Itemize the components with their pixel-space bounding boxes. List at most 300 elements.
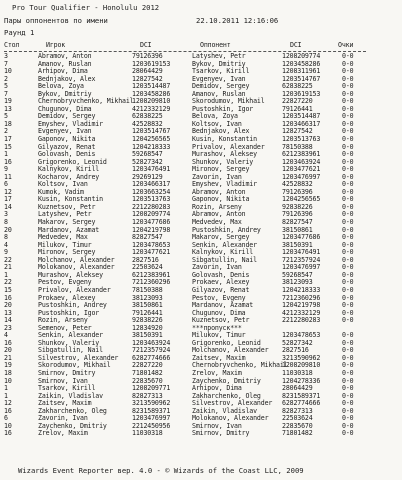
table-number: 12 [4, 399, 12, 408]
opponent-name: Demidov, Sergey [192, 82, 250, 91]
table-number: 8 [4, 233, 8, 242]
player-dci: 1203619153 [132, 59, 171, 68]
opponent-dci: 1203476491 [282, 248, 321, 257]
player-name: Pestov, Evgeny [38, 278, 92, 287]
player-dci: 1203514767 [132, 127, 171, 136]
points: 0-0 [342, 127, 354, 136]
opponent-dci: 1208209810 [282, 361, 321, 370]
opponent-name: Zaikin, Vladislav [192, 406, 257, 415]
player-name: Prokaev, Alexey [38, 293, 96, 302]
opponent-name: Evgenyev, Ivan [192, 74, 246, 83]
opponent-name: Pustoshkin, Andrey [192, 225, 261, 234]
player-name: Koltsov, Ivan [38, 180, 88, 189]
player-name: Silvestrov, Alexander [38, 353, 119, 362]
table-number: 10 [4, 67, 12, 76]
player-dci: 42528832 [132, 119, 163, 128]
opponent-dci: 22503624 [282, 414, 313, 423]
player-name: Golovash, Denis [38, 150, 96, 159]
opponent-dci: 3213590962 [282, 353, 321, 362]
points: 0-0 [342, 97, 354, 106]
opponent-dci: 42528832 [282, 180, 313, 189]
opponent-name: Zavorin, Ivan [192, 172, 242, 181]
opponent-dci: 1203466317 [282, 119, 321, 128]
player-dci: 7212360296 [132, 278, 171, 287]
player-name: Kalnykov, Kirill [38, 165, 100, 174]
player-dci: 2827516 [132, 255, 159, 264]
header-points: Очки [338, 41, 354, 49]
player-dci: 62838225 [132, 112, 163, 121]
player-dci: 1203466317 [132, 180, 171, 189]
opponent-name: Emyshev, Vladimir [192, 180, 257, 189]
opponent-name: Medvedev, Max [192, 218, 242, 227]
points: 0-0 [342, 248, 354, 257]
player-name: Tsarkov, Kirill [38, 384, 96, 393]
player-dci: 1203463924 [132, 338, 171, 347]
table-number: 16 [4, 293, 12, 302]
table-number: 10 [4, 376, 12, 385]
player-dci: 38150391 [132, 331, 163, 340]
opponent-dci: 38150861 [282, 225, 313, 234]
player-name: Arhipov, Dima [38, 67, 88, 76]
player-dci: 22835670 [132, 376, 163, 385]
opponent-name: Abramov, Anton [192, 210, 246, 219]
player-name: Zaikin, Vladislav [38, 391, 103, 400]
header-opponent: Оппонент [200, 41, 231, 49]
points: 0-0 [342, 172, 354, 181]
points: 0-0 [342, 346, 354, 355]
opponent-name: Mardanov, Azamat [192, 301, 254, 310]
opponent-name: Skorodumov, Mikhail [192, 97, 265, 106]
opponent-name: Shunkov, Valeriy [192, 157, 254, 166]
points: 0-0 [342, 104, 354, 113]
player-dci: 1203458286 [132, 89, 171, 98]
player-name: Belova, Zoya [38, 82, 84, 91]
opponent-name: Gilyazov, Renat [192, 285, 250, 294]
opponent-dci: 82827547 [282, 218, 313, 227]
player-name: Kusin, Konstantin [38, 195, 103, 204]
table-number: 20 [4, 225, 12, 234]
points: 0-0 [342, 308, 354, 317]
player-dci: 1208209810 [132, 97, 171, 106]
points: 0-0 [342, 142, 354, 151]
points: 0-0 [342, 270, 354, 279]
player-name: Gaponov, Nikita [38, 135, 96, 144]
table-number: 16 [4, 338, 12, 347]
table-number: 17 [4, 195, 12, 204]
player-name: Rozin, Arseny [38, 316, 88, 325]
player-dci: 92838226 [132, 316, 163, 325]
opponent-dci: 52827342 [282, 338, 313, 347]
table-number: 7 [4, 89, 8, 98]
opponent-name: Abramov, Anton [192, 187, 246, 196]
player-name: Gilyazov, Renat [38, 142, 96, 151]
player-name: Medvedev, Max [38, 233, 88, 242]
player-dci: 6212383961 [132, 270, 171, 279]
table-number: 4 [4, 240, 8, 249]
table-number: 15 [4, 285, 12, 294]
opponent-name: Molchanov, Alexander [192, 346, 269, 355]
points: 0-0 [342, 361, 354, 370]
points: 0-0 [342, 195, 354, 204]
opponent-dci: 1203458286 [282, 59, 321, 68]
player-dci: 1204218333 [132, 142, 171, 151]
player-name: Kumok, Vadim [38, 187, 84, 196]
opponent-name: Pustoshkin, Igor [192, 104, 254, 113]
opponent-name: Kusin, Konstantin [192, 135, 257, 144]
player-dci: 11030318 [132, 429, 163, 438]
opponent-dci: 78150388 [282, 142, 313, 151]
opponent-dci: 1203476997 [282, 172, 321, 181]
table-number: 15 [4, 142, 12, 151]
opponent-dci: 1203463924 [282, 157, 321, 166]
opponent-name: Latyshev, Petr [192, 52, 246, 60]
player-name: Amanov, Ruslan [38, 59, 92, 68]
table-number: 16 [4, 157, 12, 166]
player-name: Semenov, Peter [38, 323, 92, 332]
player-dci: 1203476491 [132, 165, 171, 174]
points: 0-0 [342, 59, 354, 68]
opponent-name: Belova, Zoya [192, 112, 238, 121]
points: 0-0 [342, 187, 354, 196]
table-number: 1 [4, 391, 8, 400]
player-dci: 28064429 [132, 67, 163, 76]
opponent-dci: 38123093 [282, 278, 313, 287]
opponent-name: Chernobryvchenko, Mikhail [192, 361, 288, 370]
opponent-name: Smirnov, Dmitry [192, 429, 250, 438]
opponent-name: Senkin, Alexander [192, 240, 257, 249]
player-name: Pustoshkin, Andrey [38, 301, 107, 310]
table-number: 9 [4, 248, 8, 257]
player-name: Murashov, Aleksey [38, 270, 103, 279]
points: 0-0 [342, 135, 354, 144]
opponent-name: Bednjakov, Alex [192, 127, 250, 136]
opponent-name: Zavorin, Ivan [192, 263, 242, 272]
opponent-name: Rozin, Arseny [192, 202, 242, 211]
table-number: 1 [4, 270, 8, 279]
table-number: 11 [4, 172, 12, 181]
opponent-name: Bykov, Dmitriy [192, 59, 246, 68]
opponent-name: Zaychenko, Dmitriy [192, 376, 261, 385]
table-number: 13 [4, 104, 12, 113]
table-number: 5 [4, 112, 8, 121]
player-dci: 29269129 [132, 172, 163, 181]
table-number: 20 [4, 301, 12, 310]
points: 0-0 [342, 119, 354, 128]
points: 0-0 [342, 406, 354, 415]
player-name: Latyshev, Petr [38, 210, 92, 219]
player-dci: 1203514487 [132, 82, 171, 91]
points: 0-0 [342, 225, 354, 234]
player-name: Zakharchenko, Oleg [38, 406, 107, 415]
points: 0-0 [342, 399, 354, 408]
points: 0-0 [342, 233, 354, 242]
opponent-dci: 1204218333 [282, 285, 321, 294]
player-name: Privalov, Alexander [38, 285, 111, 294]
opponent-name: ***пропуск*** [192, 323, 242, 332]
opponent-name: Murashov, Aleksey [192, 150, 257, 159]
points: 0-0 [342, 376, 354, 385]
points: 0-0 [342, 384, 354, 393]
table-number: 16 [4, 429, 12, 438]
player-dci: 2212280283 [132, 202, 171, 211]
points: 0-0 [342, 74, 354, 83]
opponent-dci: 1208311961 [282, 67, 321, 76]
opponent-dci: 71801482 [282, 429, 313, 438]
points: 0-0 [342, 180, 354, 189]
player-name: Demidov, Sergey [38, 112, 96, 121]
table-number: 14 [4, 202, 12, 211]
player-dci: 8231589371 [132, 406, 171, 415]
player-dci: 1208209771 [132, 384, 171, 393]
points: 0-0 [342, 429, 354, 438]
player-dci: 6282774666 [132, 353, 171, 362]
table-number: 6 [4, 180, 8, 189]
player-name: Chugunov, Dima [38, 104, 92, 113]
opponent-name: Koltsov, Ivan [192, 119, 242, 128]
opponent-dci: 8231589371 [282, 391, 321, 400]
points: 0-0 [342, 293, 354, 302]
opponent-name: Smirnov, Ivan [192, 421, 242, 430]
player-dci: 1203477686 [132, 218, 171, 227]
player-dci: 1203663254 [132, 187, 171, 196]
opponent-name: Milukov, Timur [192, 331, 246, 340]
table-number: 12 [4, 187, 12, 196]
player-dci: 71801482 [132, 368, 163, 377]
player-dci: 22503624 [132, 263, 163, 272]
points: 0-0 [342, 421, 354, 430]
opponent-name: Molokanov, Alexander [192, 414, 269, 423]
points: 0-0 [342, 368, 354, 377]
table-number: 3 [4, 210, 8, 219]
table-number: 1 [4, 150, 8, 159]
player-name: Bykov, Dmitriy [38, 89, 92, 98]
table-number: 18 [4, 119, 12, 128]
opponent-dci: 1203477621 [282, 165, 321, 174]
table-number: 2 [4, 74, 8, 83]
player-dci: 82827313 [132, 391, 163, 400]
opponent-dci: 62838225 [282, 82, 313, 91]
points: 0-0 [342, 240, 354, 249]
table-number: 14 [4, 316, 12, 325]
table-number: 21 [4, 263, 12, 272]
table-number: 20 [4, 346, 12, 355]
player-name: Emyshev, Vladimir [38, 119, 103, 128]
points: 0-0 [342, 353, 354, 362]
table-row [0, 430, 402, 438]
table-number: 8 [4, 218, 8, 227]
points: 0-0 [342, 285, 354, 294]
report-subtitle: Пары оппонентов по имени [4, 16, 108, 25]
player-name: Milukov, Timur [38, 240, 92, 249]
table-number: 4 [4, 331, 8, 340]
opponent-dci: 1204219798 [282, 301, 321, 310]
player-name: Smirnov, Ivan [38, 376, 88, 385]
points: 0-0 [342, 89, 354, 98]
header-dci-opponent: DCI [290, 41, 302, 49]
points: 0-0 [342, 210, 354, 219]
table-number: 6 [4, 414, 8, 423]
opponent-dci: 1203514767 [282, 74, 321, 83]
points: 0-0 [342, 301, 354, 310]
player-name: Pustoshkin, Igor [38, 308, 100, 317]
opponent-dci: 82827313 [282, 406, 313, 415]
table-number: 5 [4, 82, 8, 91]
points: 0-0 [342, 82, 354, 91]
opponent-dci: 11030318 [282, 368, 313, 377]
player-name: Mironov, Sergey [38, 248, 96, 257]
opponent-name: Arhipov, Dima [192, 384, 242, 393]
opponent-name: Chugunov, Dima [192, 308, 246, 317]
points: 0-0 [342, 150, 354, 159]
opponent-dci: 12827542 [282, 127, 313, 136]
opponent-dci: 38150391 [282, 240, 313, 249]
player-name: Smirnov, Dmitry [38, 368, 96, 377]
player-name: Molokanov, Alexander [38, 263, 115, 272]
table-number: 1 [4, 384, 8, 393]
player-dci: 79126441 [132, 308, 163, 317]
opponent-dci: 59268547 [282, 270, 313, 279]
opponent-dci: 6282774666 [282, 399, 321, 408]
opponent-name: Silvestrov, Alexander [192, 399, 273, 408]
table-number: 22 [4, 278, 12, 287]
player-name: Kocharov, Andrey [38, 172, 100, 181]
header-player: Игрок [46, 41, 66, 49]
player-dci: 38123093 [132, 293, 163, 302]
opponent-dci: 1203514487 [282, 112, 321, 121]
table-number: 2 [4, 127, 8, 136]
table-number: 7 [4, 59, 8, 68]
opponent-dci: 1203477686 [282, 233, 321, 242]
player-dci: 78150388 [132, 285, 163, 294]
table-number: 18 [4, 368, 12, 377]
opponent-dci: 2212280283 [282, 316, 321, 325]
points: 0-0 [342, 202, 354, 211]
opponent-name: Golovash, Denis [192, 270, 250, 279]
player-name: Kuznetsov, Petr [38, 202, 96, 211]
points: 0-0 [342, 67, 354, 76]
opponent-name: Amanov, Ruslan [192, 89, 246, 98]
player-name: Zavorin, Ivan [38, 414, 88, 423]
table-number: 23 [4, 323, 12, 332]
points: 0-0 [342, 278, 354, 287]
opponent-name: Sibgatullin, Nail [192, 255, 257, 264]
table-number: 19 [4, 97, 12, 106]
opponent-name: Kuznetsov, Petr [192, 316, 250, 325]
table-number: 19 [4, 361, 12, 370]
opponent-dci: 1203513763 [282, 135, 321, 144]
player-name: Evgenyev, Ivan [38, 127, 92, 136]
opponent-name: Zaitsev, Maxim [192, 353, 246, 362]
points: 0-0 [342, 112, 354, 121]
player-name: Chernobryvchenko, Mikhail [38, 97, 134, 106]
player-name: Molchanov, Alexander [38, 255, 115, 264]
opponent-dci: 7212360296 [282, 293, 321, 302]
opponent-dci: 79126396 [282, 210, 313, 219]
player-name: Skorodumov, Mikhail [38, 361, 111, 370]
points: 0-0 [342, 255, 354, 264]
points: 0-0 [342, 338, 354, 347]
opponent-name: Pestov, Evgeny [192, 293, 246, 302]
table-number: 13 [4, 308, 12, 317]
player-dci: 12834920 [132, 323, 163, 332]
opponent-name: Tsarkov, Kirill [192, 67, 250, 76]
player-dci: 1203477621 [132, 248, 171, 257]
player-dci: 1203478653 [132, 240, 171, 249]
points: 0-0 [342, 414, 354, 423]
player-name: Zrelov, Maxim [38, 429, 88, 438]
opponent-dci: 28064429 [282, 384, 313, 393]
player-name: Zaitsev, Maxim [38, 399, 92, 408]
points: 0-0 [342, 331, 354, 340]
opponent-dci: 22835670 [282, 421, 313, 430]
event-title: Pro Tour Qualifier - Honolulu 2012 [12, 3, 160, 12]
report-footer: Wizards Event Reporter вер. 4.0 - © Wizards of the Coast LLC, 2009 [18, 466, 304, 475]
table-number: 10 [4, 421, 12, 430]
player-name: Shunkov, Valeriy [38, 338, 100, 347]
player-dci: 1204256565 [132, 135, 171, 144]
opponent-dci: 79126396 [282, 187, 313, 196]
player-name: Bednjakov, Alex [38, 74, 96, 83]
player-dci: 1204219798 [132, 225, 171, 234]
opponent-name: Gaponov, Nikita [192, 195, 250, 204]
header-dci: DCI [140, 41, 152, 49]
opponent-name: Zakharchenko, Oleg [192, 391, 261, 400]
opponent-name: Zrelov, Maxim [192, 368, 242, 377]
player-name: Makarov, Sergey [38, 218, 96, 227]
player-dci: 7212357924 [132, 346, 171, 355]
points: 0-0 [342, 52, 354, 60]
opponent-dci: 7212357924 [282, 255, 321, 264]
player-dci: 1208209774 [132, 210, 171, 219]
header-table: Стол [4, 41, 20, 49]
player-dci: 59268547 [132, 150, 163, 159]
player-name: Sibgatullin, Nail [38, 346, 103, 355]
table-number: 3 [4, 52, 8, 60]
player-dci: 12827542 [132, 74, 163, 83]
table-number: 17 [4, 135, 12, 144]
opponent-name: Mironov, Sergey [192, 165, 250, 174]
player-name: Senkin, Alexander [38, 331, 103, 340]
player-dci: 2212450956 [132, 421, 171, 430]
opponent-dci: 2827516 [282, 346, 309, 355]
player-dci: 3213590962 [132, 399, 171, 408]
opponent-dci: 1204278336 [282, 376, 321, 385]
opponent-dci: 79126441 [282, 104, 313, 113]
player-dci: 38150861 [132, 301, 163, 310]
opponent-dci: 1203476997 [282, 263, 321, 272]
points: 0-0 [342, 157, 354, 166]
opponent-dci: 1203619153 [282, 89, 321, 98]
player-name: Mardanov, Azamat [38, 225, 100, 234]
player-dci: 22827220 [132, 361, 163, 370]
opponent-dci: 92838226 [282, 202, 313, 211]
opponent-dci: 1204256565 [282, 195, 321, 204]
points: 0-0 [342, 316, 354, 325]
opponent-dci: 6212383961 [282, 150, 321, 159]
player-dci: 1203476997 [132, 414, 171, 423]
points: 0-0 [342, 391, 354, 400]
player-name: Zaychenko, Dmitriy [38, 421, 107, 430]
points: 0-0 [342, 263, 354, 272]
opponent-dci: 22827220 [282, 97, 313, 106]
player-dci: 52827342 [132, 157, 163, 166]
opponent-name: Grigorenko, Leonid [192, 338, 261, 347]
opponent-dci: 1208209774 [282, 52, 321, 60]
player-dci: 1203513763 [132, 195, 171, 204]
table-number: 21 [4, 353, 12, 362]
player-name: Grigorenko, Leonid [38, 157, 107, 166]
pairings-table [0, 53, 402, 438]
